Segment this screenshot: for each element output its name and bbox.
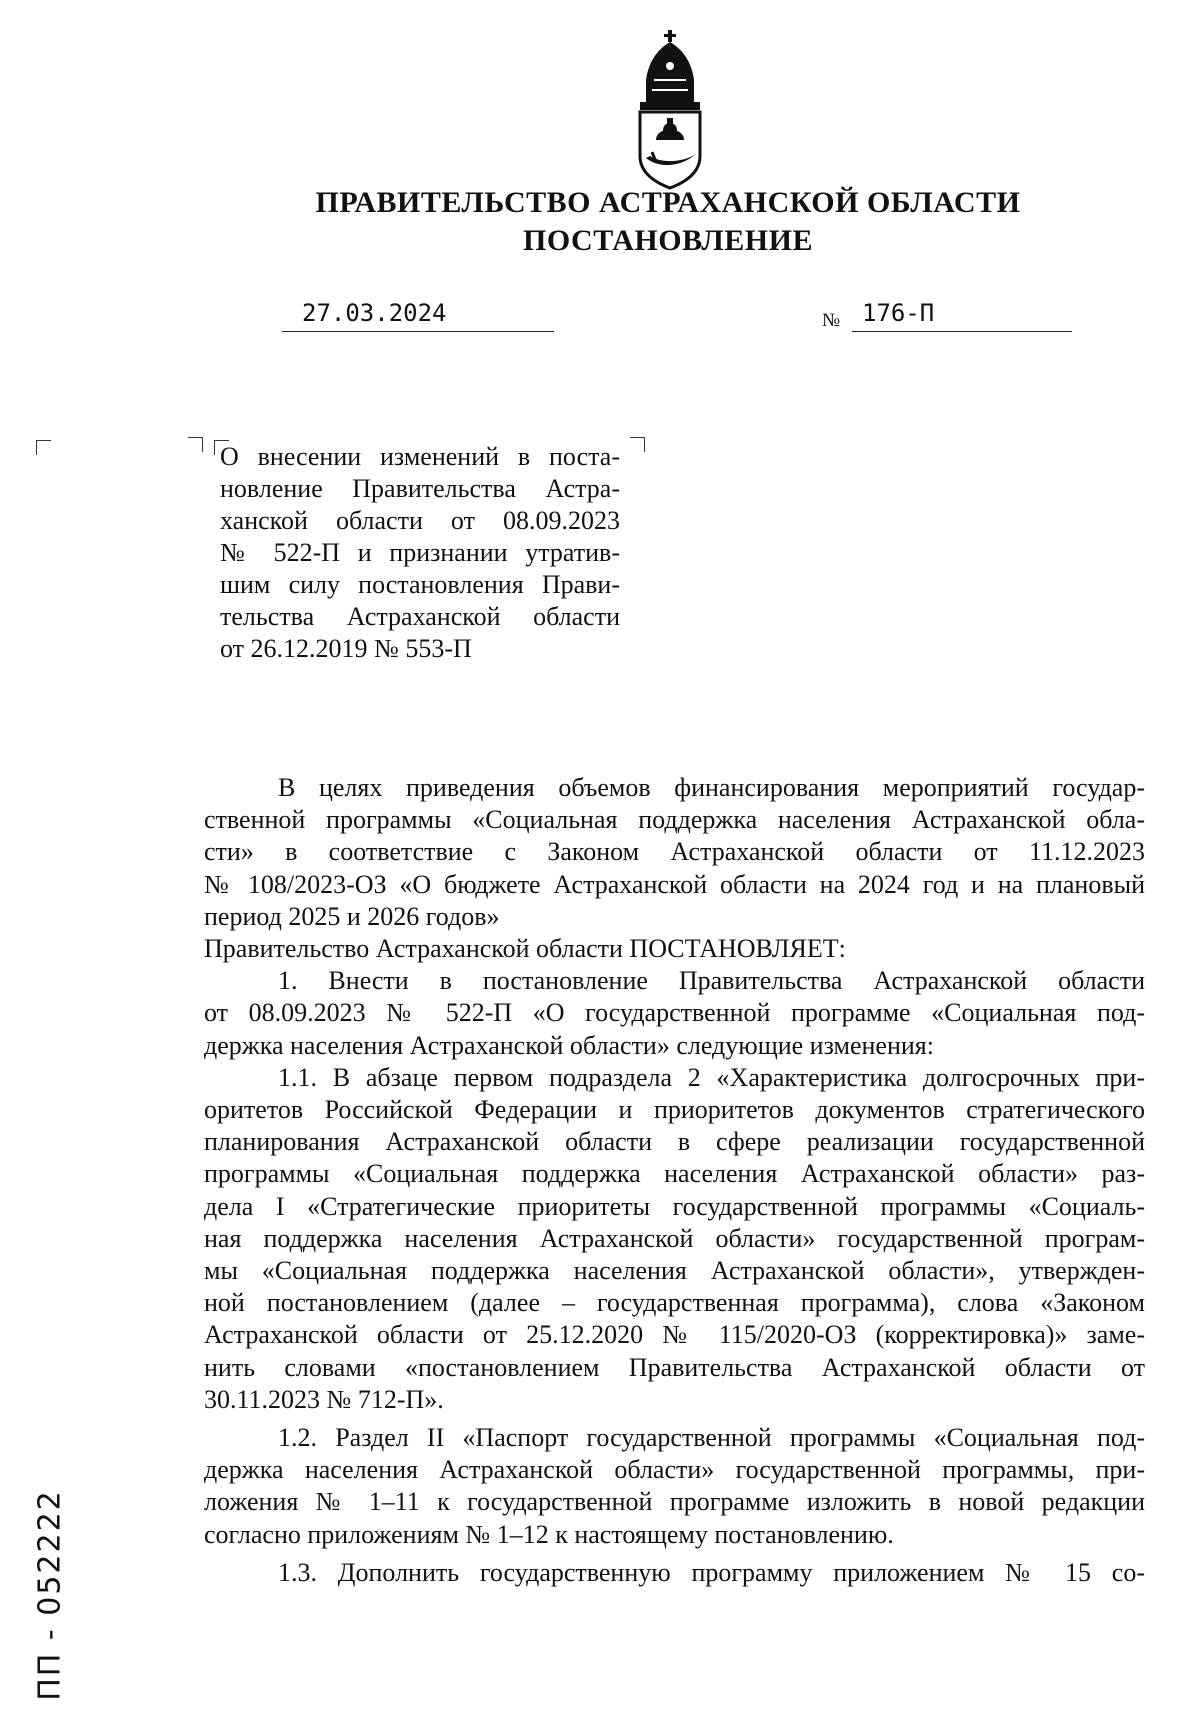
- subject-line: тельства Астраханской области: [220, 602, 620, 631]
- margin-corner-mark: [36, 440, 51, 455]
- subject-line: № 522-П и признании утратив-: [220, 538, 620, 567]
- subject-corner-mark: [630, 437, 645, 452]
- document-date: 27.03.2024: [282, 298, 554, 332]
- subject-line: от 26.12.2019 № 553-П: [220, 634, 472, 663]
- form-serial-number: [20, 1489, 80, 1701]
- body-line: 1.1. В абзаце первом подраздела 2 «Характеристика долгосрочных при-: [278, 1062, 1145, 1092]
- subject-line: шим силу постановления Прави-: [220, 570, 620, 599]
- body-line: ственной программы «Социальная поддержка населения Астраханской обла-: [204, 805, 1145, 835]
- body-line: период 2025 и 2026 годов»: [204, 901, 500, 931]
- document-subject: [220, 441, 620, 665]
- body-line: планирования Астраханской области в сфере реализации государственной: [204, 1127, 1145, 1157]
- body-line: от 08.09.2023 № 522-П «О государственной программе «Социальная под-: [204, 998, 1145, 1028]
- body-line: мы «Социальная поддержка населения Астраханской области», утвержден-: [204, 1256, 1145, 1286]
- body-line: нить словами «постановлением Правительства Астраханской области от: [204, 1352, 1145, 1382]
- body-line: держка населения Астраханской области» следующие изменения:: [204, 1030, 934, 1060]
- body-line: 1.2. Раздел II «Паспорт государственной программы «Социальная под-: [278, 1423, 1145, 1453]
- subject-line: ханской области от 08.09.2023: [220, 506, 620, 535]
- subject-line: новление Правительства Астра-: [220, 474, 620, 503]
- government-title: ПРАВИТЕЛЬСТВО АСТРАХАНСКОЙ ОБЛАСТИ: [315, 186, 1021, 219]
- body-line: В целях приведения объемов финансирования мероприятий государ-: [278, 773, 1145, 802]
- document-type: ПОСТАНОВЛЕНИЕ: [523, 224, 813, 257]
- body-line: 1.3. Дополнить государственную программу приложением № 15 со-: [278, 1557, 1145, 1587]
- body-line: ная поддержка населения Астраханской области» государственной програм-: [204, 1223, 1145, 1253]
- body-line: дела I «Стратегические приоритеты государственной программы «Социаль-: [204, 1191, 1145, 1221]
- coat-of-arms-icon: [626, 30, 714, 190]
- document-body: [204, 772, 1145, 1589]
- body-line: сти» в соответствие с Законом Астраханской области от 11.12.2023: [204, 837, 1145, 867]
- body-line: программы «Социальная поддержка населения Астраханской области» раз-: [204, 1159, 1145, 1189]
- document-number-label: №: [822, 310, 841, 331]
- serial-text: ПП - 052222: [32, 1489, 68, 1701]
- subject-corner-mark: [188, 437, 203, 452]
- body-line: 30.11.2023 № 712-П».: [204, 1384, 444, 1414]
- body-line: оритетов Российской Федерации и приоритетов документов стратегического: [204, 1095, 1145, 1125]
- body-line: держка населения Астраханской области» государственной программы, при-: [204, 1455, 1145, 1485]
- body-line: 1. Внести в постановление Правительства Астраханской области: [278, 966, 1145, 996]
- subject-line: О внесении изменений в поста-: [220, 442, 620, 471]
- body-line: Правительство Астраханской области ПОСТАНОВЛЯЕТ:: [204, 934, 846, 964]
- body-line: № 108/2023-ОЗ «О бюджете Астраханской области на 2024 год и на плановый: [204, 869, 1145, 899]
- body-line: Астраханской области от 25.12.2020 № 115/2020-ОЗ (корректировка)» заме-: [204, 1320, 1145, 1350]
- body-line: ной постановлением (далее – государственная программа), слова «Законом: [204, 1288, 1145, 1318]
- body-line: согласно приложениям № 1–12 к настоящему постановлению.: [204, 1519, 894, 1549]
- document-number: 176-П: [852, 298, 1072, 332]
- body-line: ложения № 1–11 к государственной программе изложить в новой редакции: [204, 1487, 1145, 1517]
